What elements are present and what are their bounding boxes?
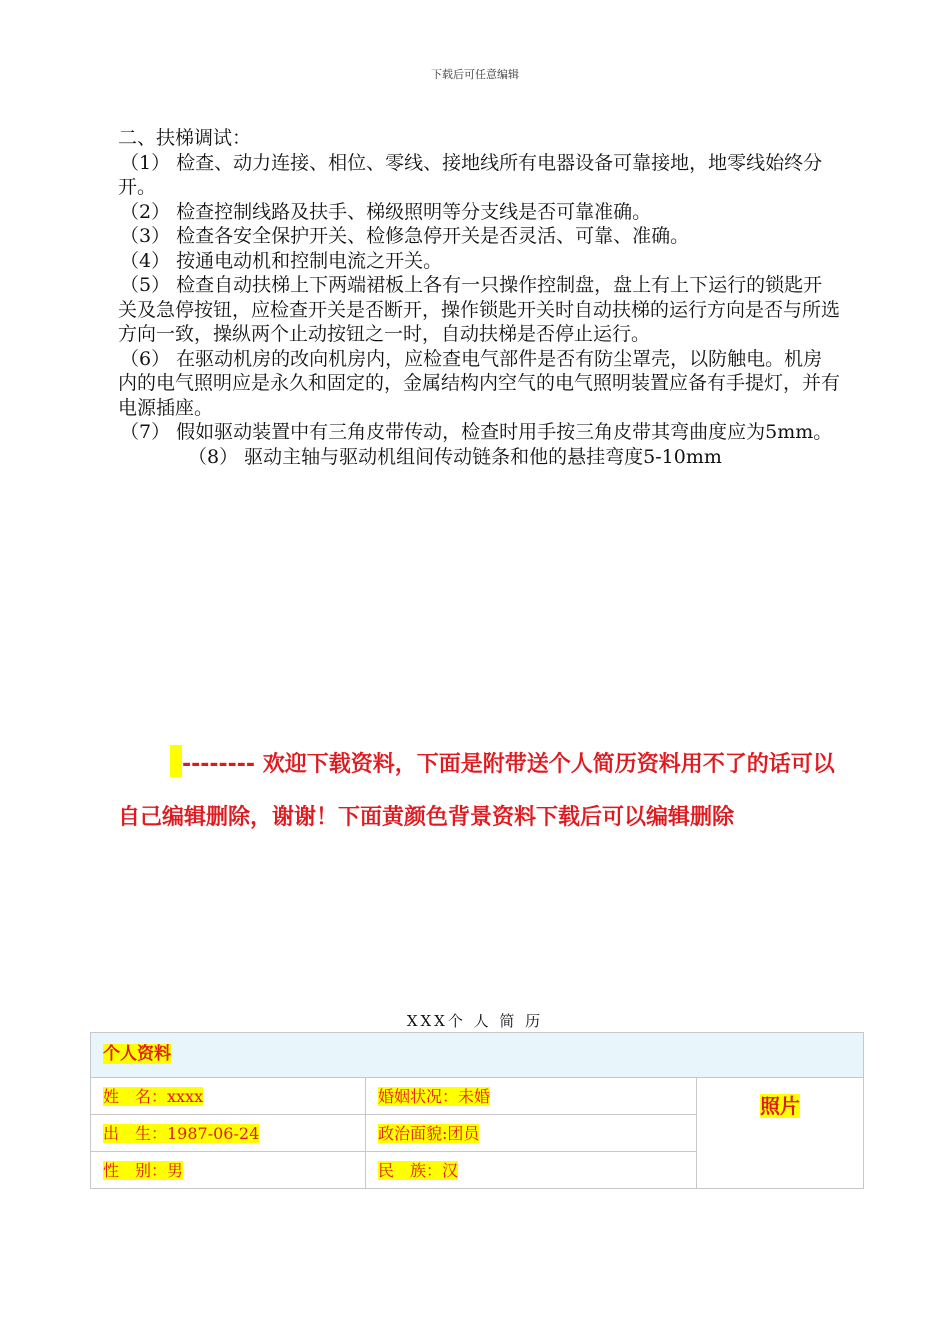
field-marital: 婚姻状况：未婚: [378, 1087, 491, 1106]
resume-table: [90, 1032, 864, 1189]
table-cell: [91, 1152, 366, 1189]
field-political: 政治面貌:团员: [378, 1124, 480, 1143]
resume-title: XXX个 人 简 历: [406, 1012, 544, 1030]
field-gender: 性 别：男: [103, 1161, 184, 1180]
list-item: （6） 在驱动机房的改向机房内，应检查电气部件是否有防尘罩壳，以防触电。机房内的电气照明应是永久和固定的，金属结构内空气的电气照明装置应备有手提灯，并有电源插座。: [118, 347, 841, 419]
list-item: （7） 假如驱动装置中有三角皮带传动，检查时用手按三角皮带其弯曲度应为5mm。: [120, 421, 833, 443]
list-item: （3） 检查各安全保护开关、检修急停开关是否灵活、可靠、准确。: [120, 225, 690, 247]
list-item: （4） 按通电动机和控制电流之开关。: [120, 249, 443, 272]
list-item: （5） 检查自动扶梯上下两端裙板上各有一只操作控制盘，盘上有上下运行的锁匙开关及急停按钮，应检查开关是否断开，操作锁匙开关时自动扶梯的运行方向是否与所选方向一致，操纵两个止动按钮之一时，自动扶梯是否停止运行。: [118, 274, 841, 345]
photo-label: 照片: [760, 1094, 800, 1118]
list-item: （2） 检查控制线路及扶手、梯级照明等分支线是否可靠准确。: [120, 200, 652, 223]
table-cell: [91, 1078, 366, 1115]
table-cell: [366, 1115, 697, 1152]
highlight-marker: [170, 745, 182, 777]
field-ethnicity: 民 族：汉: [378, 1161, 459, 1180]
list-item: （1） 检查、动力连接、相位、零线、接地线所有电器设备可靠接地，地零线始终分开。: [118, 151, 823, 198]
table-cell: [91, 1115, 366, 1152]
table-cell: [366, 1078, 697, 1115]
document-body: [118, 126, 840, 469]
section-label: 个人资料: [103, 1044, 171, 1064]
section-heading: 二、扶梯调试：: [118, 127, 252, 149]
section-header-row: [91, 1033, 864, 1078]
section-header-cell: [91, 1033, 864, 1078]
photo-cell: [697, 1078, 864, 1189]
download-notice: [118, 738, 840, 844]
list-item: （8） 驱动主轴与驱动机组间传动链条和他的悬挂弯度5-10mm: [188, 445, 722, 468]
table-cell: [366, 1152, 697, 1189]
field-name: 姓 名：xxxx: [103, 1087, 204, 1106]
table-row: [91, 1078, 864, 1115]
field-birth: 出 生：1987-06-24: [103, 1124, 260, 1143]
notice-text: -------- 欢迎下载资料，下面是附带送个人简历资料用不了的话可以自己编辑删除，谢谢！下面黄颜色背景资料下载后可以编辑删除: [118, 752, 835, 830]
header-note: 下载后可任意编辑: [431, 68, 519, 81]
